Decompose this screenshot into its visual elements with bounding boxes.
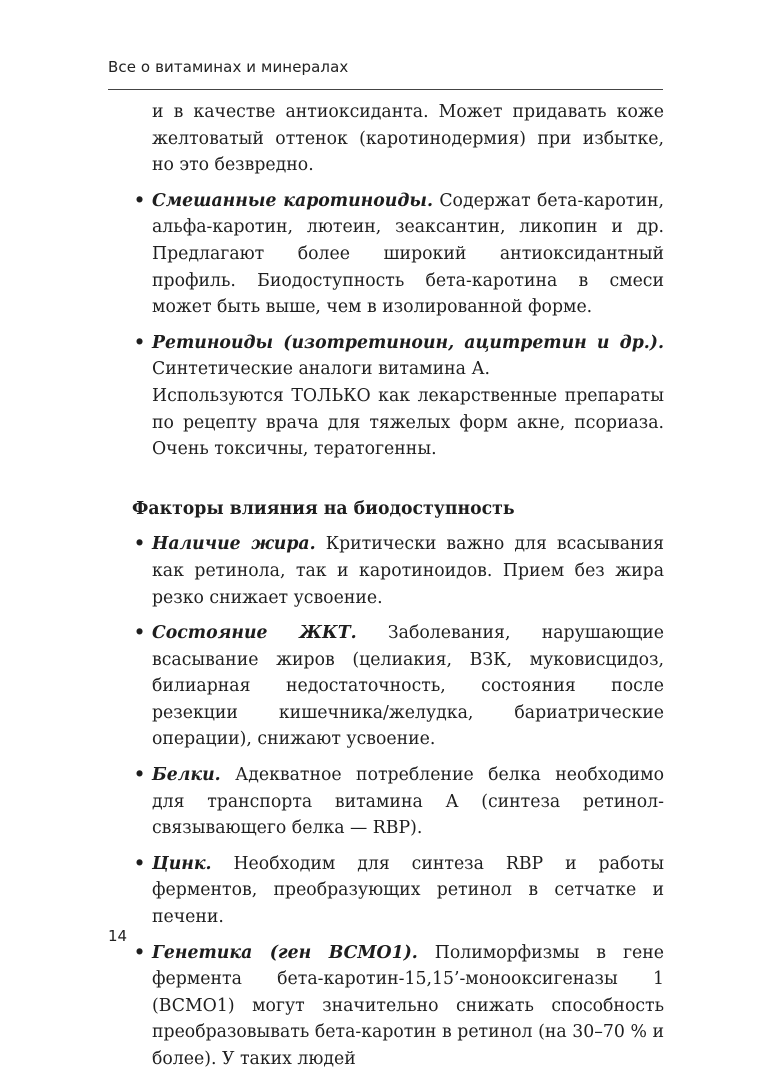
header-rule <box>108 89 663 90</box>
bullet-icon: • <box>134 534 146 555</box>
running-head: Все о витаминах и минералах <box>108 58 349 76</box>
section-heading: Факторы влияния на биодоступность <box>132 498 515 519</box>
list-item-term: Ретиноиды (изотретиноин, ацитретин и др.). <box>152 332 664 353</box>
bullet-icon: • <box>134 942 146 963</box>
bullet-icon: • <box>134 190 146 211</box>
continuation-paragraph: и в качестве антиоксиданта. Может придавать коже желтоватый оттенок (каротинодермия) при избытке, но это безвредно. <box>152 102 664 176</box>
bullet-icon: • <box>134 332 146 353</box>
list-item-text: Критически важно для всасывания как ретинола, так и каротиноидов. Прием без жира резко снижает усвоение. <box>152 534 664 608</box>
list-item-fat <box>108 531 664 611</box>
list-item-extra-text: Используются ТОЛЬКО как лекарственные препараты по рецепту врача для тяжелых форм акне, псориаза. Очень токсичны, тератогенны. <box>152 385 664 460</box>
list-item-text: Полиморфизмы в гене фермента бета-каротин-15,15’-монооксигеназы 1 (BCMO1) могут значительно снижать способность преобразовывать бета-каротин в ретинол (на 30–70 % и более). У таких людей <box>152 942 664 1069</box>
list-item-term: Наличие жира. <box>152 534 316 555</box>
list-item-term: Генетика (ген BCMO1). <box>152 942 418 963</box>
list-item-genetics <box>108 940 664 1073</box>
list-item-term: Смешанные каротиноиды. <box>152 190 433 211</box>
list-item-retinoids <box>108 330 664 463</box>
list-item-text: Заболевания, нарушающие всасывание жиров (целиакия, ВЗК, муковисцидоз, билиарная недостаточность, состояния после резекции кишечника/желудка, бариатрические операции), снижают усвоение. <box>152 623 665 750</box>
list-item-text: Необходим для синтеза RBP и работы ферментов, преобразующих ретинол в сетчатке и печени. <box>152 853 664 928</box>
list-item-mixed-carotenoids <box>108 188 664 321</box>
bullet-icon: • <box>134 853 146 874</box>
list-item-text: Адекватное потребление белка необходимо для транспорта витамина А (синтеза ретинол-связывающего белка — RBP). <box>152 765 664 839</box>
list-item-term: Цинк. <box>152 853 212 874</box>
list-item-proteins <box>108 762 664 842</box>
list-item-term: Состояние ЖКТ. <box>152 623 357 644</box>
list-item-gi-tract <box>108 620 664 753</box>
bullet-icon: • <box>134 623 146 644</box>
page-number: 14 <box>108 927 128 945</box>
list-item-text: Содержат бета-каротин, альфа-каротин, лютеин, зеаксантин, ликопин и др. Предлагают более широкий антиоксидантный профиль. Биодоступность бета-каротина в смеси может быть выше, чем в изолированной форме. <box>152 190 664 318</box>
list-item-text: Синтетические аналоги витамина А. <box>152 359 491 380</box>
page-body <box>108 99 664 1073</box>
list-item-zinc <box>108 851 664 931</box>
bullet-icon: • <box>134 765 146 786</box>
list-item-term: Белки. <box>152 765 221 786</box>
